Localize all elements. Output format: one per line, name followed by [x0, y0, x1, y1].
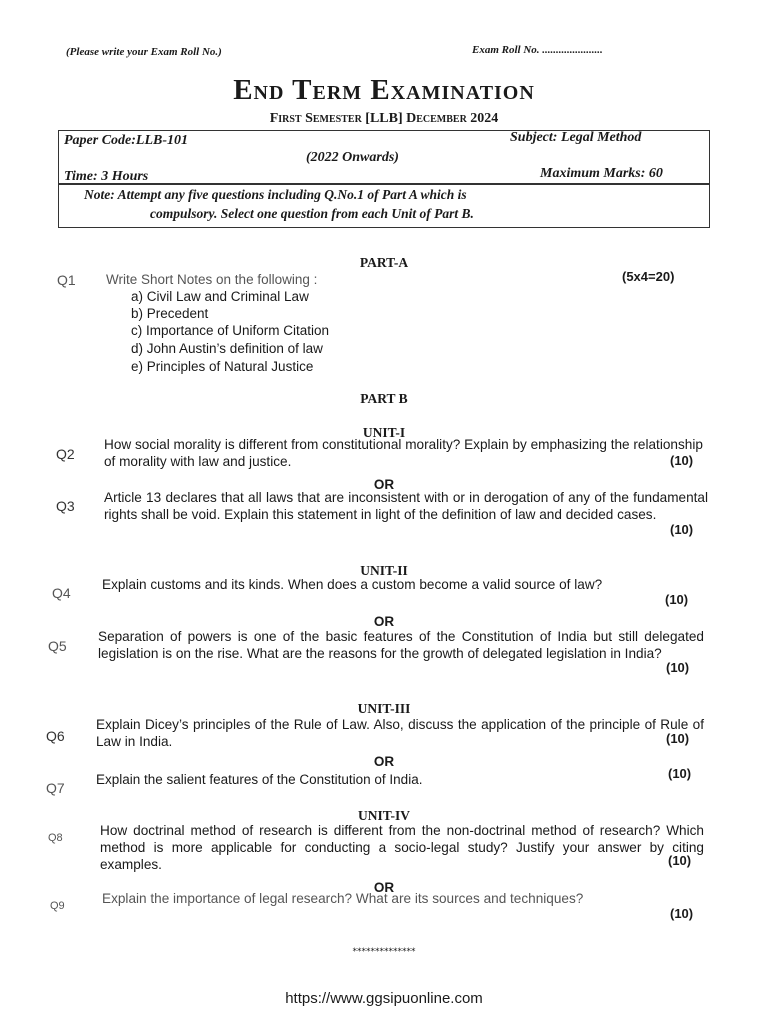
note-line-2: compulsory. Select one question from each Unit of Part B. — [150, 206, 474, 221]
note-line-1: Note: Attempt any five questions including Q.No.1 of Part A which is — [84, 187, 467, 202]
part-a-heading: PART-A — [359, 255, 409, 270]
question-number: Q4 — [52, 585, 71, 601]
exam-roll-number-label: Exam Roll No. ...................... — [472, 44, 603, 56]
unit-heading: UNIT-II — [360, 563, 408, 578]
or-separator: OR — [373, 477, 395, 492]
question-marks: (10) — [668, 766, 692, 781]
question-number: Q7 — [46, 780, 65, 796]
or-separator: OR — [373, 614, 395, 629]
question-text: Explain customs and its kinds. When does a custom become a valid source of law? — [102, 577, 603, 592]
question-marks: (10) — [666, 660, 690, 675]
question-text: Explain the importance of legal research? What are its sources and techniques? — [102, 891, 584, 906]
question-number: Q3 — [56, 498, 75, 514]
unit-heading: UNIT-I — [362, 425, 406, 440]
question-text: How social morality is different from constitutional morality? Explain by emphasizing the relationship of morality with law and justice. — [104, 437, 703, 469]
paper-code: Paper Code:LLB-101 — [64, 133, 189, 148]
sub-question: b) Precedent — [131, 306, 209, 321]
question-marks: (10) — [666, 731, 690, 746]
exam-time: Time: 3 Hours — [64, 169, 149, 184]
question-marks: (10) — [670, 906, 694, 921]
sub-question: d) John Austin’s definition of law — [131, 341, 323, 356]
unit-heading: UNIT-IV — [357, 808, 411, 823]
end-of-paper-marker: ************** — [352, 947, 416, 957]
question-number: Q8 — [48, 832, 63, 844]
question-text: Write Short Notes on the following : — [106, 272, 318, 287]
question-text: How doctrinal method of research is different from the non-doctrinal method of research? Which method is more applicable for conducting a socio-legal study? Justify your answer by citing examples. — [100, 823, 704, 872]
question-marks: (10) — [665, 592, 689, 607]
question-text: Separation of powers is one of the basic features of the Constitution of India but still delegated legislation is on the rise. What are the reasons for the growth of delegated legislation in India? — [98, 629, 704, 661]
scheme-onwards: (2022 Onwards) — [306, 150, 399, 165]
question-number: Q6 — [46, 728, 65, 744]
question-marks: (10) — [670, 453, 694, 468]
question-marks: (5x4=20) — [622, 269, 675, 284]
sub-question: e) Principles of Natural Justice — [131, 359, 314, 374]
roll-number-instruction: (Please write your Exam Roll No.) — [66, 46, 222, 58]
question-marks: (10) — [668, 853, 692, 868]
sub-question: a) Civil Law and Criminal Law — [131, 289, 309, 304]
question-number: Q9 — [50, 900, 65, 912]
part-b-heading: PART B — [360, 391, 408, 406]
exam-title: End Term Examination — [233, 74, 535, 106]
sub-question: c) Importance of Uniform Citation — [131, 323, 330, 338]
question-marks: (10) — [670, 522, 694, 537]
question-number: Q2 — [56, 446, 75, 462]
question-number: Q1 — [57, 272, 76, 288]
unit-heading: UNIT-III — [357, 701, 411, 716]
question-text: Explain Dicey’s principles of the Rule of Law. Also, discuss the application of the principle of Rule of Law in India. — [96, 717, 704, 749]
question-text: Explain the salient features of the Constitution of India. — [96, 772, 423, 787]
subject: Subject: Legal Method — [510, 130, 642, 145]
or-separator: OR — [373, 880, 395, 895]
footer-website-link[interactable]: https://www.ggsipuonline.com — [285, 990, 483, 1007]
question-text: Article 13 declares that all laws that are inconsistent with or in derogation of any of the fundamental rights shall be void. Explain this statement in light of the definition of law and decided cases. — [104, 490, 708, 522]
exam-subtitle: First Semester [LLB] December 2024 — [269, 111, 499, 126]
or-separator: OR — [373, 754, 395, 769]
maximum-marks: Maximum Marks: 60 — [540, 166, 663, 181]
question-number: Q5 — [48, 638, 67, 654]
